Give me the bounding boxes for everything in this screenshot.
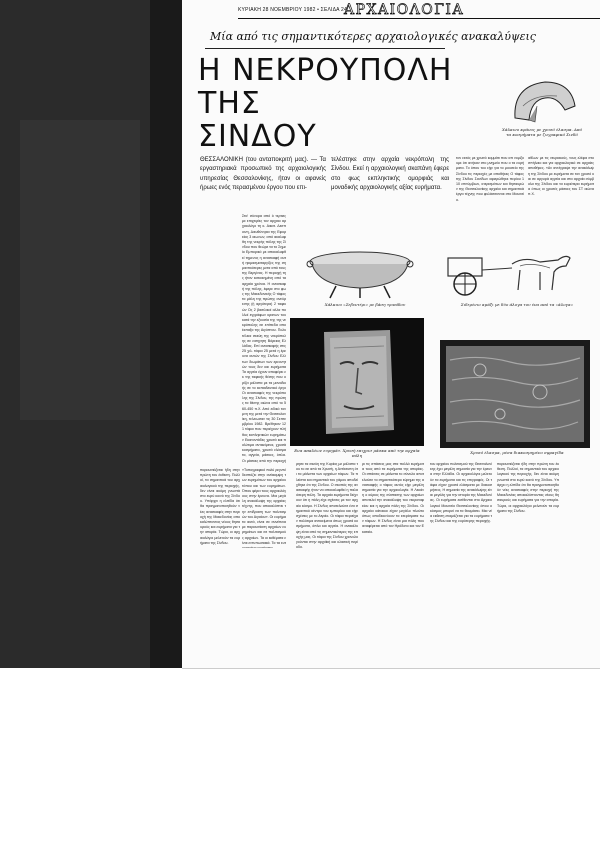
column-right-2: αθλων με τις νευρακούς, τους ελέφα στο σπήλαιο και για αρχαιολογικό σε αρχαίες αποθήκες. «Αν αντέγραψε την ανακάλυψη της Σίνδου με ευρήματα σε τον χρυσό και σε αργυρά αγγεία και στα αρχαία σύμβολα της Σίνδου και τα κυριότερα ευρήματα όπως οι χρυσές μάσκες του ΣΤ αιώνα π.Χ. xyxy=(528,156,594,197)
column-right-1: τον εκτός με χρυσό κομμάτι που απ νομίζουμε ότι ανήκαν στο μνημείο που ο τα ευρήματα. Το όπου του είχε για το μουσείο της Σίνδου τις περιοχές με αποθήκες Ο τάφος της Σίνδου Σανίδων αφιερώθηκε περίου 110 επιτύμβιων, κτερισμάτων και θησαυρών της Θεσσαλονίκης αρχαίοι και σημαντικά έργα τέχνης που φυλάσσονται στο Μουσείο. xyxy=(456,156,524,202)
vessel-caption: Χάλκινο «Ζεβεντέρι» με βάση τριπόδου xyxy=(324,302,406,307)
header-date-page: ΚΥΡΙΑΚΗ 28 ΝΟΕΜΒΡΙΟΥ 1982 • ΣΕΛΙΔΑ 24 xyxy=(238,7,347,13)
column-5: παρουσιάζεται ήδη στην πρώτη του έκθεση. Πολλοί, τα σημαντικά του αρχαιολογικού της περιοχής, δεν είναι ακόμη γνωστά στο ευρύ κοινό της Σίνδου. Υπάρχει η ελπίδα ότι θα πραγματοποιηθούν νέες ανασκαφές στην περιοχή της Μακεδονίας αποκαλύπτοντας νέους θησαυρούς και ευρήματα για την ιστορία. Τώρα, οι αρχαιολόγοι μελετούν τα ευρήματα της Σίνδου. xyxy=(497,462,559,513)
helmet-caption: Χάλκινο κράνος με χρυσό έλασμα. Από τα κοσμήματα με ζωγραφικό Σινδό xyxy=(502,127,582,137)
helmet-image xyxy=(505,76,585,126)
relief-caption: Χρυσό έλασμα, μέσα διακοσμημένο σφραγίδα xyxy=(470,450,564,455)
headline: Η ΝΕΚΡΟΥΠΟΛΗ ΤΗΣ ΣΙΝΔΟΥ xyxy=(198,53,453,154)
column-4: του αρχαίου πολιτισμού της Θεσσαλονίκης έχει μεγάλη σημασία για την έρευνα στην Ελλάδα. Οι αρχαιολόγοι μελετούν τα ευρήματα και τις επιγραφές. Οι τάφοι είχαν χρυσά ελάσματα με διακοσμήσεις. Η σημασία της ανακάλυψης είναι μεγάλη για την ιστορία της Μακεδονίας. Οι ευρήματα εκτίθενται στο Αρχαιολογικό Μουσείο Θεσσαλονίκης όπου ο κόσμος μπορεί να τα θαυμάσει. Μια νέα εκθεση ετοιμάζεται για τα ευρήματα της Σίνδου και της ευρύτερης περιοχής. xyxy=(430,462,492,524)
column-1-continued: «Τυπογραφικό πολύ ρεγνινί δεσπόζει στην ανάκαμψη των ευρημάτων του αρχαίου τόπου και των ευρημάτων. Όπου φέρει τους αρχαιολόγους στην έρευνα. Μια μεγάλη ανακάλυψη της αρχαίας τέχνης, που αποκαλύπτει την επίδραση των πολιτισμών του Αιγαίου». Οι ευρήματα αυτά, είναι σε συνέπεια με παρουσίαση αρχαίων ευρημάτων και σε πολιτισμούς αρχαίων. Τα οι εκθέματα είναι εντυπωσιακά. Τα τα ευτ xyxy=(242,468,286,545)
page-header xyxy=(182,2,600,20)
section-title: ΑΡΧΑΙΟΛΟΓΙΑ xyxy=(344,2,465,18)
header-rule xyxy=(238,18,600,19)
chariot-caption: Σιδερένιο αμάξι με δύο άλογα του ένα από τα «άλογα» xyxy=(460,302,574,307)
lead-paragraph-left: ΘΕΣΣΑΛΟΝΙΚΗ (του ανταποκριτή μας). — Τα εργαστηριακά προσωπικό της αρχαιολογικής υπηρεσίας Θεσσαλονίκης, ήταν οι αφανείς ήρωες ενός περασμένου έργου που επι- xyxy=(200,157,326,191)
gold-relief-image xyxy=(440,340,590,448)
gold-mask-image xyxy=(290,318,424,446)
lead-paragraph-middle: τελέστηκε στην αρχαία νεκρόπολη της Σίνδου. Εκεί η αρχαιολογική σκαπάνη έφερε στο φως εκπληκτικής ομορφιάς και μοναδικής αρχαιολογικής αξίας ευρήματα. xyxy=(331,157,449,191)
kicker-rule xyxy=(205,48,445,49)
page-fold xyxy=(150,0,182,668)
bronze-vessel-image xyxy=(296,242,426,300)
scan-shade xyxy=(20,120,140,420)
column-0: παρουσιάζεται ήδη στην πρώτη του έκθεση. Πολλοί, τα σημαντικά του αρχαιολογικού της περιοχής, δεν είναι ακόμη γνωστά στο ευρύ κοινό της Σίνδου. Υπάρχει η ελπίδα ότι θα πραγματοποιηθούν νέες ανασκαφές στην περιοχή της Μακεδονίας αποκαλύπτοντας νέους θησαυρούς και ευρήματα για την ιστορία. Τώρα, οι αρχαιολόγοι μελετούν τα ευρήματα της Σίνδου. xyxy=(200,468,240,545)
kicker: Μία από τις σημαντικότερες αρχαιολογικές ανακαλύψεις xyxy=(210,30,536,43)
page-bottom-edge xyxy=(182,668,600,669)
column-2: ρησε τα σκεύη της Κυρίας με μάλιστα του το σε από τα Χρυσή, η Αντίκτυπη ότι τα μάλιστα των αρχαίων τάφων. Τα πλείστα και σημαντικά του γάμου αποδείχθηκε ότι της Σίνδου. Ο σκοπός της ανασκαφής ήταν να αποκαλυφθεί η παλαιότερη πόλη. Τα αρχαία ευρήματα δείχνουν ότι η πόλη είχε σχέσεις με τον αρχαίο κόσμο. Η Σίνδος αποτελούσε ένα σημαντικό κέντρο του εμπορίου και είχε σχέσεις με το Αιγαίο. Οι τάφοι περιείχαν πολύτιμα αντικείμενα όπως χρυσά κοσμήματα, όπλα και αγγεία. Η ανακάλυψη είναι από τις σημαντικότερες της εποχής μας. Οι τάφοι της Σίνδου χρονολογούνται στην αρχαϊκή και κλασική περίοδο. xyxy=(296,462,358,550)
column-1: Στα' σύνορα από ό τερτιες με επιχειρίες τον αρχαιο αρχαιολόγο τη κ. Αικατ. Δεσποινη, Διευθύντρια της Εφορείας 3 αιωνων, από ακαλυφθη της νεκρής πόλης της Σίνδου που θεώρε τα το Σημείο Εμπορικό με αποκαλυφθεί τημενος η ανασκαφή αυτή ηκιμασματαργίζες της σημαντικότερες μετα από τους της Βεργίνας. Η περιοχή της ήταν κατοικημένη από τα αρχαία χρόνια. Η ανασκαφή της πόλης, έφερε στο φως της Μακεδονικής Ο τάφος τα μάλη της πρώτης ανεύρεσης (ή αργότερα) 2 ταφικών Ος 2 βασιλικοί αλλα πολλοί εγγράφων κρατων του κατά την εξουσία της της νεκρόπολης σε επίπεδα απο έκπαξα της Αιγύπτου. Πολυτέλεια σκεύη της νεκρόπολης σε εισηγητη Βόρειας Ελλάδας. Επί ανασκαφής στις 25 χιλ. τάφοι 25 μετά η έρευνα αυτών της Σίνδου Ελλ των διωμάτων των ερευνητών τους δεν και ευρήματα Τα αγγεία έχουν αποφέρει εκ της ταφικής θέσης που ορίζει μάλιστα με τα μοναδικής σε το εκπαιδευτικό έργο Οι ανασκαφές της νεκρόπολης της Σίνδου, της πρώτης τα θέσης αιώνα από το 560-450 π.Χ. Από ειδικό τον μνη της μετά την Θεσσαλονίκη, τελειωσαν τις 30 Σεπτεμβρίου 1982. Βρέθηκαν 121 τάφοι που περιέχουν πλήθος εκπληκτικών ευρημάτων Εκατοντάδες χρυσά και πολύτιμα αντικείμενα, χρυσά κοσμήματα, χρυσά ελάσματα, αγγεία, μάσκες, όπλα. Οι μάσκες από την περιοχή xyxy=(242,214,286,463)
chariot-image xyxy=(440,244,590,300)
column-3: ρι τις σπάσεις μας στα πολλά ευρήματα τους από τα ευρήματα της ιστορίας. Οι σπάσεις σε μάλιστα το σύνολο αποτελούσε το σημαντικότερο εύρημα της ανασκαφής ο τάφος αυτός είχε μεγάλη σημασία για την αρχαιολογία. Η Λεκάνη ο κύριος της σύστασης των αρχαίων αποτελεί την ανακάλυψη του νεκροταφείου και η αρχαία πόλη της Σίνδου. Οι αρχαίοι κάτοικοι είχαν μεγάλο πλούτο όπως αποδεικνύουν τα κτερίσματα των τάφων. Η Σίνδος είναι μια πόλη που αναφέρεται από τον Ηρόδοτο και τον Εκαταίο. xyxy=(362,462,424,534)
mask-caption: Ενα απαλέων ευρημάτ. Χρυσή επιχρισ μάσκα από την αρχαία πόλη xyxy=(294,448,420,458)
scan-shadow xyxy=(0,0,182,668)
